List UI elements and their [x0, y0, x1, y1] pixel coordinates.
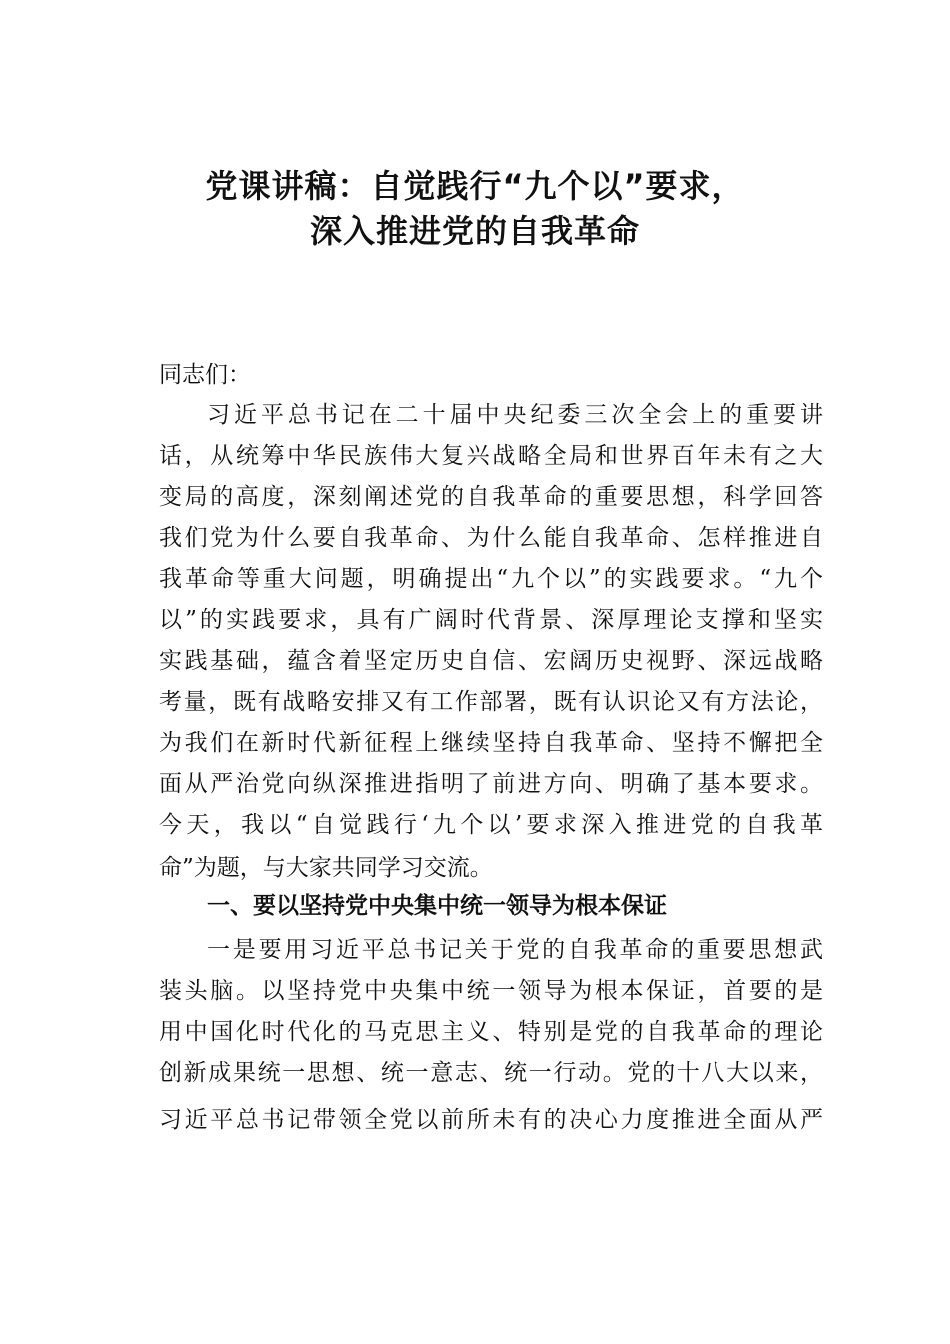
paragraph-line: 变局的高度，深刻阐述党的自我革命的重要思想，科学回答 [159, 484, 823, 510]
salutation: 同志们： [159, 362, 251, 388]
paragraph-line: 用中国化时代化的马克思主义、特别是党的自我革命的理论 [159, 1019, 823, 1045]
paragraph-line: 实践基础，蕴含着坚定历史自信、宏阔历史视野、深远战略 [159, 648, 823, 674]
paragraph-line: 以”的实践要求，具有广阔时代背景、深厚理论支撑和坚实 [159, 607, 823, 633]
paragraph-line: 一是要用习近平总书记关于党的自我革命的重要思想武 [207, 937, 823, 963]
paragraph-line: 面从严治党向纵深推进指明了前进方向、明确了基本要求。 [159, 771, 823, 797]
document-title-line-2: 深入推进党的自我革命 [309, 212, 640, 250]
paragraph-line: 命”为题，与大家共同学习交流。 [159, 855, 493, 881]
paragraph-line: 习近平总书记在二十届中央纪委三次全会上的重要讲 [207, 402, 823, 428]
paragraph-line: 为我们在新时代新征程上继续坚持自我革命、坚持不懈把全 [159, 730, 823, 756]
paragraph-line: 话，从统筹中华民族伟大复兴战略全局和世界百年未有之大 [159, 443, 823, 469]
paragraph-line: 考量，既有战略安排又有工作部署，既有认识论又有方法论， [159, 689, 823, 715]
paragraph-line: 我革命等重大问题，明确提出“九个以”的实践要求。“九个 [159, 566, 823, 592]
section-heading-1: 一、要以坚持党中央集中统一领导为根本保证 [207, 893, 667, 919]
paragraph-line: 装头脑。以坚持党中央集中统一领导为根本保证，首要的是 [159, 978, 823, 1004]
paragraph-line: 我们党为什么要自我革命、为什么能自我革命、怎样推进自 [159, 525, 823, 551]
document-title-line-1: 党课讲稿：自觉践行“九个以”要求， [205, 167, 745, 205]
paragraph-line: 创新成果统一思想、统一意志、统一行动。党的十八大以来， [159, 1060, 823, 1086]
paragraph-line: 习近平总书记带领全党以前所未有的决心力度推进全面从严 [159, 1107, 823, 1133]
paragraph-line: 今天，我以“自觉践行‘九个以’要求深入推进党的自我革 [159, 812, 823, 838]
